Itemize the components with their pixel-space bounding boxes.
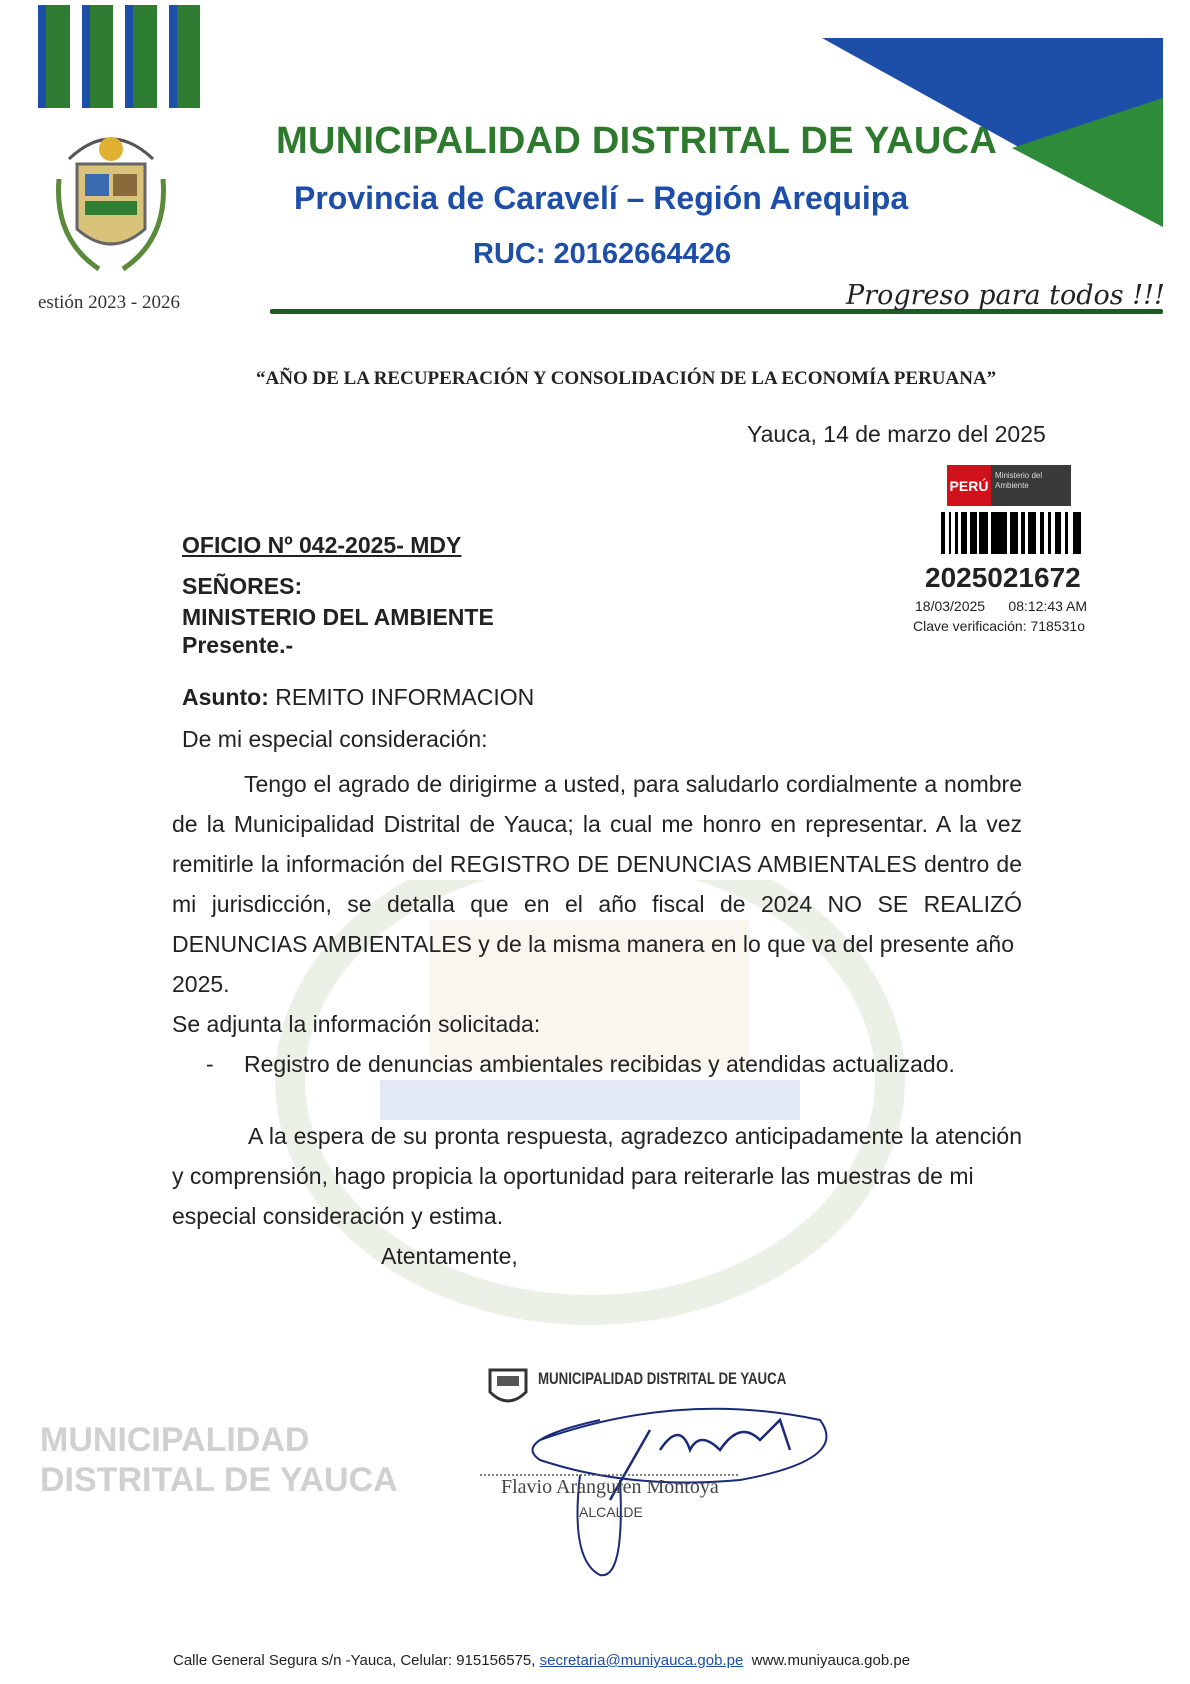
footer-contact bbox=[173, 1652, 910, 1669]
verification-key: Clave verificación: 718531o bbox=[913, 618, 1085, 634]
body-paragraph-1: Tengo el agrado de dirigirme a usted, para saludarlo cordialmente a nombre de la Municipalidad Distrital de Yauca; la cual me honro en representar. A la vez remitirle la información del REGISTRO DE DENUNCIAS AMBIENTALES dentro de mi jurisdicción, se detalla que en el año fiscal de 2024 NO SE REALIZÓ DENUNCIAS AMBIENTALES y de la misma manera en lo que va del presente año bbox=[172, 771, 1022, 957]
body-paragraph-1-end: 2025. bbox=[172, 971, 230, 997]
registration-datetime bbox=[915, 598, 1087, 614]
barcode bbox=[941, 512, 1091, 554]
attachment-list-item bbox=[172, 1044, 1022, 1084]
registration-date: 18/03/2025 bbox=[915, 598, 986, 614]
recipient-name: MINISTERIO DEL AMBIENTE bbox=[182, 604, 494, 630]
recipient-label: SEÑORES: bbox=[182, 573, 303, 599]
watermark-text: MUNICIPALIDAD DISTRITAL DE YAUCA bbox=[40, 1421, 398, 1499]
administration-period: estión 2023 - 2026 bbox=[38, 292, 180, 313]
ruc-number: RUC: 20162664426 bbox=[473, 238, 731, 270]
subject-label: Asunto: bbox=[182, 684, 269, 710]
peru-label: PERÚ bbox=[947, 465, 991, 506]
municipality-title: MUNICIPALIDAD DISTRITAL DE YAUCA bbox=[276, 120, 998, 162]
presente-label: Presente.- bbox=[182, 632, 294, 658]
signatory-name: Flavio Aranguren Montoya bbox=[501, 1476, 719, 1498]
footer-email-link[interactable]: secretaria@muniyauca.gob.pe bbox=[539, 1652, 744, 1669]
municipal-crest-logo bbox=[49, 119, 173, 276]
registration-number: 2025021672 bbox=[925, 562, 1081, 593]
signatory-title: ALCALDE bbox=[579, 1504, 643, 1520]
letter-date: Yauca, 14 de marzo del 2025 bbox=[747, 421, 1046, 447]
year-motto: “AÑO DE LA RECUPERACIÓN Y CONSOLIDACIÓN DE LA ECONOMÍA PERUANA” bbox=[256, 368, 997, 389]
closing: Atentamente, bbox=[381, 1243, 518, 1269]
reception-stamp-header bbox=[947, 465, 1071, 506]
header-color-bars bbox=[38, 5, 200, 108]
attachment-item: Registro de denuncias ambientales recibidas y atendidas actualizado. bbox=[244, 1051, 955, 1077]
registration-time: 08:12:43 AM bbox=[1008, 598, 1088, 614]
greeting: De mi especial consideración: bbox=[182, 726, 488, 752]
attachment-intro: Se adjunta la información solicitada: bbox=[172, 1011, 541, 1037]
subject-line bbox=[182, 684, 534, 711]
signature-stamp-text: MUNICIPALIDAD DISTRITAL DE YAUCA bbox=[538, 1369, 787, 1388]
footer-website[interactable]: www.muniyauca.gob.pe bbox=[751, 1652, 911, 1669]
body-paragraph-2-end: especial consideración y estima. bbox=[172, 1203, 504, 1229]
province-region: Provincia de Caravelí – Región Arequipa bbox=[294, 180, 909, 216]
footer-address: Calle General Segura s/n -Yauca, Celular: 915156575, bbox=[173, 1652, 536, 1669]
subject-text: REMITO INFORMACION bbox=[275, 684, 535, 710]
header-corner-decoration bbox=[822, 38, 1163, 227]
letter-body bbox=[172, 764, 1022, 1276]
attachment-bullet: - bbox=[206, 1051, 214, 1077]
body-paragraph-2: A la espera de su pronta respuesta, agradezco anticipadamente la atención y comprensión, hago propicia la oportunidad para reiterarle las muestras de mi bbox=[172, 1123, 1022, 1189]
oficio-reference: OFICIO Nº 042-2025- MDY bbox=[182, 532, 462, 558]
ministry-label: Ministerio del Ambiente bbox=[991, 465, 1071, 506]
slogan: Progreso para todos !!! bbox=[846, 280, 1165, 311]
